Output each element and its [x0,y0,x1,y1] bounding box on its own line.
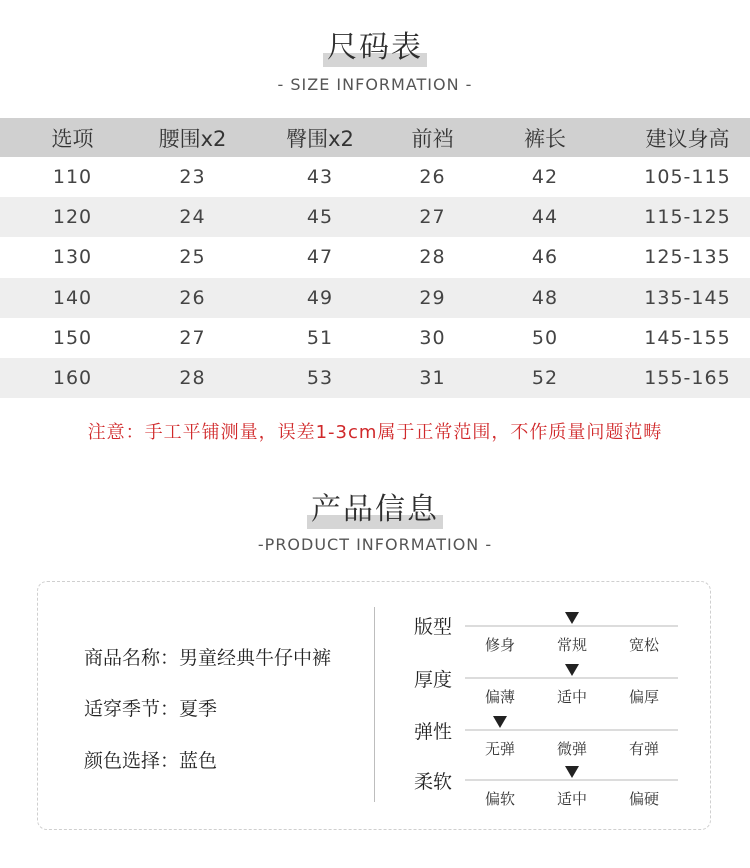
table-cell: 145-155 [644,326,731,349]
scale-track [465,625,678,627]
table-cell: 51 [306,326,334,349]
table-cell: 160 [0,358,145,398]
scale-track [465,729,678,731]
scale-marker-icon [565,766,579,778]
scale-marker-icon [565,612,579,624]
col-header: 建议身高 [625,118,750,157]
table-cell: 52 [465,358,625,398]
table-cell: 27 [179,326,206,349]
size-title: 尺码表 [327,30,423,65]
scale-option: 偏薄 [484,688,515,706]
table-cell: 155-165 [625,358,750,398]
table-cell: 150 [52,326,93,349]
scale-option: 有弹 [628,740,659,758]
table-row [0,358,750,398]
col-header: 腰围x2 [145,118,240,157]
scale-marker-icon [493,716,507,728]
measurement-note: 注意：手工平铺测量，误差1-3cm属于正常范围，不作质量问题范畴 [87,422,663,443]
table-cell: 105-115 [644,166,731,189]
table-cell: 125-135 [644,246,731,269]
color-line: 颜色选择：蓝色 [84,750,218,772]
col-header: 前裆 [400,118,465,157]
table-cell: 24 [145,197,240,237]
scale-option: 微弹 [556,740,587,758]
table-cell: 49 [240,278,400,318]
table-cell: 50 [531,326,559,349]
scale-track [465,677,678,679]
table-row [0,197,750,237]
table-row [0,237,750,277]
table-cell: 43 [306,166,334,189]
col-header: 选项 [0,118,145,157]
scale-label: 弹性 [414,721,453,743]
product-subtitle: -PRODUCT INFORMATION - [257,535,493,554]
scale-track [465,779,678,781]
size-subtitle: - SIZE INFORMATION - [277,75,473,94]
scale-option: 适中 [556,790,587,808]
scale-label: 柔软 [414,771,453,793]
scale-option: 宽松 [628,636,659,654]
size-table-header [0,118,750,157]
scale-option: 偏硬 [628,790,659,808]
table-cell: 47 [306,246,334,269]
table-cell: 26 [145,278,240,318]
scale-option: 适中 [556,688,587,706]
scale-label: 厚度 [414,669,453,691]
season-line: 适穿季节：夏季 [84,698,218,720]
table-cell: 44 [465,197,625,237]
table-row [0,157,750,197]
table-cell: 28 [419,246,446,269]
table-cell: 46 [531,246,559,269]
table-cell: 53 [240,358,400,398]
table-cell: 130 [52,246,93,269]
scale-label: 版型 [414,616,453,638]
col-header: 裤长 [465,118,625,157]
scale-option: 修身 [484,636,515,654]
col-header: 臀围x2 [240,118,400,157]
scale-option: 偏厚 [628,688,659,706]
table-cell: 25 [179,246,206,269]
product-title: 产品信息 [311,492,439,527]
table-cell: 48 [465,278,625,318]
scale-option: 偏软 [484,790,515,808]
scale-marker-icon [565,664,579,676]
product-name-line: 商品名称：男童经典牛仔中裤 [84,647,332,669]
table-cell: 42 [531,166,559,189]
table-cell: 31 [400,358,465,398]
scale-option: 常规 [556,636,587,654]
table-cell: 120 [0,197,145,237]
size-title-block [0,28,750,68]
table-cell: 27 [400,197,465,237]
product-title-block [0,490,750,530]
table-cell: 29 [400,278,465,318]
scale-option: 无弹 [484,740,515,758]
table-cell: 140 [0,278,145,318]
table-cell: 26 [419,166,446,189]
table-row [0,318,750,358]
table-cell: 28 [145,358,240,398]
table-cell: 110 [52,166,93,189]
size-table [0,118,750,398]
info-divider [374,607,375,802]
table-cell: 23 [179,166,206,189]
table-cell: 45 [240,197,400,237]
table-row [0,278,750,318]
table-cell: 115-125 [625,197,750,237]
table-cell: 30 [419,326,446,349]
table-cell: 135-145 [625,278,750,318]
